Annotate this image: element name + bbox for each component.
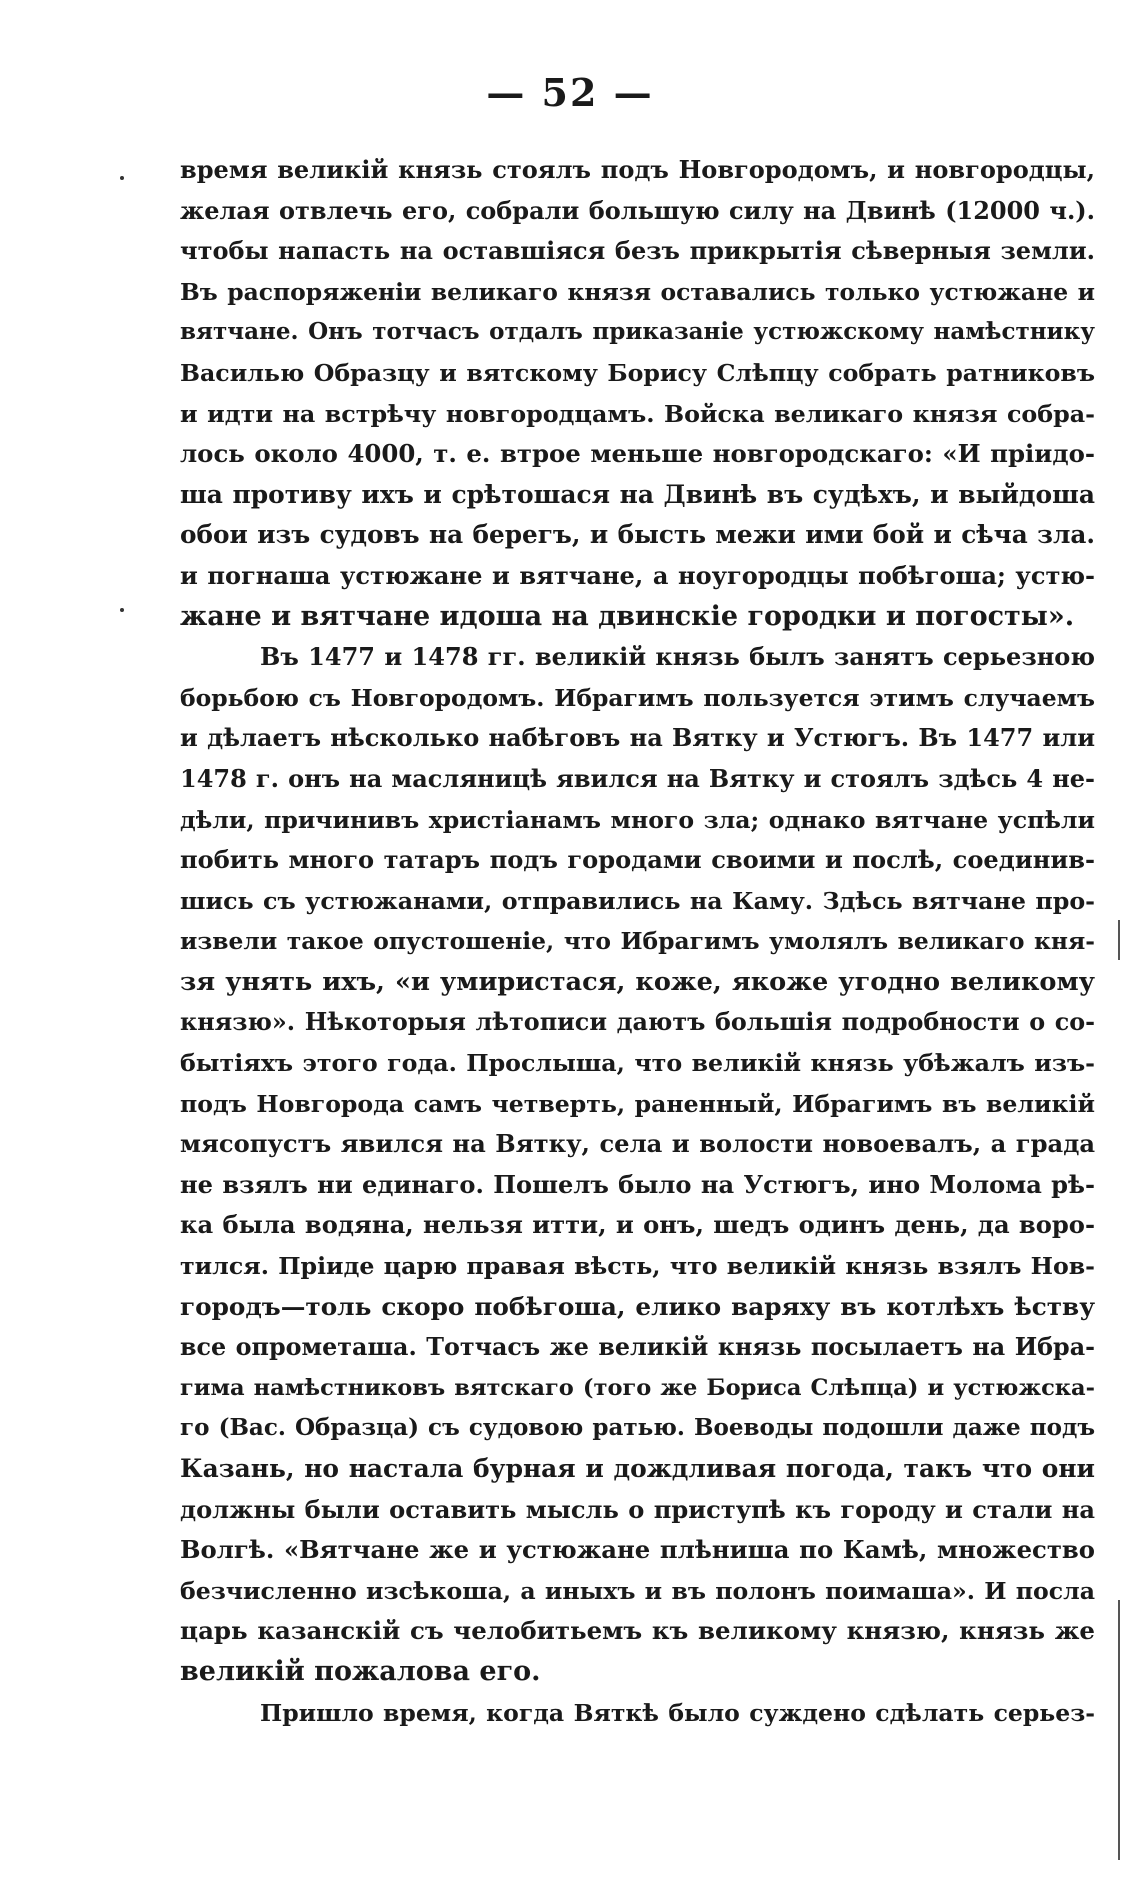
paragraph-start-line: Въ 1477 и 1478 гг. великій князь былъ занятъ серьезною	[260, 642, 1095, 672]
text-line: мясопустъ явился на Вятку, села и волости новоевалъ, а града	[180, 1129, 1095, 1159]
text-line: Волгѣ. «Вятчане же и устюжане плѣниша по Камѣ, множество	[180, 1535, 1095, 1565]
text-line: обои изъ судовъ на берегъ, и бысть межи ими бой и сѣча зла.	[180, 520, 1095, 550]
text-line: и идти на встрѣчу новгородцамъ. Войска великаго князя собра-	[180, 399, 1095, 428]
text-line: побить много татаръ подъ городами своими и послѣ, соединив-	[180, 845, 1095, 875]
margin-speck	[120, 608, 124, 612]
text-line: Казань, но настала бурная и дождливая погода, такъ что они	[180, 1454, 1095, 1483]
text-line: подъ Новгорода самъ четверть, раненный, Ибрагимъ въ великій	[180, 1089, 1095, 1118]
page-edge-mark	[1118, 920, 1120, 960]
text-line: жане и вятчане идоша на двинскіе городки и погосты».	[180, 600, 1075, 632]
text-line: зя унять ихъ, «и умиристася, коже, якоже угодно великому	[180, 966, 1095, 997]
text-line: городъ—толь скоро побѣгоша, елико варяху въ котлѣхъ ѣству	[180, 1291, 1095, 1321]
text-line: дѣли, причинивъ христіанамъ много зла; однако вятчане успѣли	[180, 805, 1095, 834]
text-line: безчисленно изсѣкоша, а иныхъ и въ полонъ поимаша». И посла	[180, 1576, 1095, 1605]
paragraph-start-line: Пришло время, когда Вяткѣ было суждено сдѣлать серьез-	[260, 1698, 1095, 1727]
body-text	[180, 150, 1095, 1733]
text-line: не взялъ ни единаго. Пошелъ было на Устюгъ, ино Молома рѣ-	[180, 1169, 1095, 1199]
margin-speck	[120, 176, 124, 180]
text-line: и дѣлаетъ нѣсколько набѣговъ на Вятку и Устюгъ. Въ 1477 или	[180, 723, 1095, 753]
text-line: го (Вас. Образца) съ судовою ратью. Воеводы подошли даже подъ	[180, 1414, 1095, 1442]
text-line: царь казанскій съ челобитьемъ къ великому князю, князь же	[180, 1616, 1095, 1646]
text-line: Василью Образцу и вятскому Борису Слѣпцу собрать ратниковъ	[180, 358, 1095, 387]
page-number: — 52 —	[486, 70, 654, 115]
page-edge-mark	[1118, 1600, 1120, 1860]
text-line: тился. Пріиде царю правая вѣсть, что великій князь взялъ Нов-	[180, 1252, 1095, 1281]
text-line: лось около 4000, т. е. втрое меньше новгородскаго: «И пріидо-	[180, 439, 1095, 469]
text-line: Въ распоряженіи великаго князя оставались только устюжане и	[180, 277, 1095, 306]
text-line: ка была водяна, нельзя итти, и онъ, шедъ одинъ день, да воро-	[180, 1210, 1095, 1240]
text-line: должны были оставить мысль о приступѣ къ городу и стали на	[180, 1494, 1095, 1524]
text-line: ша противу ихъ и срѣтошася на Двинѣ въ судѣхъ, и выйдоша	[180, 479, 1095, 509]
text-line: 1478 г. онъ на масляницѣ явился на Вятку и стоялъ здѣсь 4 не-	[180, 763, 1095, 793]
text-line: князю». Нѣкоторыя лѣтописи даютъ большія подробности о со-	[180, 1008, 1095, 1037]
text-line: шись съ устюжанами, отправились на Каму. Здѣсь вятчане про-	[180, 886, 1095, 915]
text-line: бытіяхъ этого года. Прослыша, что великій князь убѣжалъ изъ-	[180, 1049, 1095, 1078]
text-line: извели такое опустошеніе, что Ибрагимъ умолялъ великаго кня-	[180, 927, 1095, 956]
text-line: все опрометаша. Тотчасъ же великій князь посылаетъ на Ибра-	[180, 1333, 1095, 1362]
text-line: чтобы напасть на оставшіяся безъ прикрытія сѣверныя земли.	[180, 236, 1095, 266]
text-line: гима намѣстниковъ вятскаго (того же Бориса Слѣпца) и устюжска-	[180, 1374, 1095, 1401]
text-line: великій пожалова его.	[180, 1655, 541, 1687]
text-line: желая отвлечь его, собрали большую силу на Двинѣ (12000 ч.).	[180, 195, 1095, 225]
text-line: борьбою съ Новгородомъ. Ибрагимъ пользуется этимъ случаемъ	[180, 683, 1095, 712]
text-line: и погнаша устюжане и вятчане, а ноугородцы побѣгоша; устю-	[180, 560, 1095, 590]
text-line: вятчане. Онъ тотчасъ отдалъ приказаніе устюжскому намѣстнику	[180, 318, 1095, 346]
text-line: время великій князь стоялъ подъ Новгородомъ, и новгородцы,	[180, 155, 1095, 184]
